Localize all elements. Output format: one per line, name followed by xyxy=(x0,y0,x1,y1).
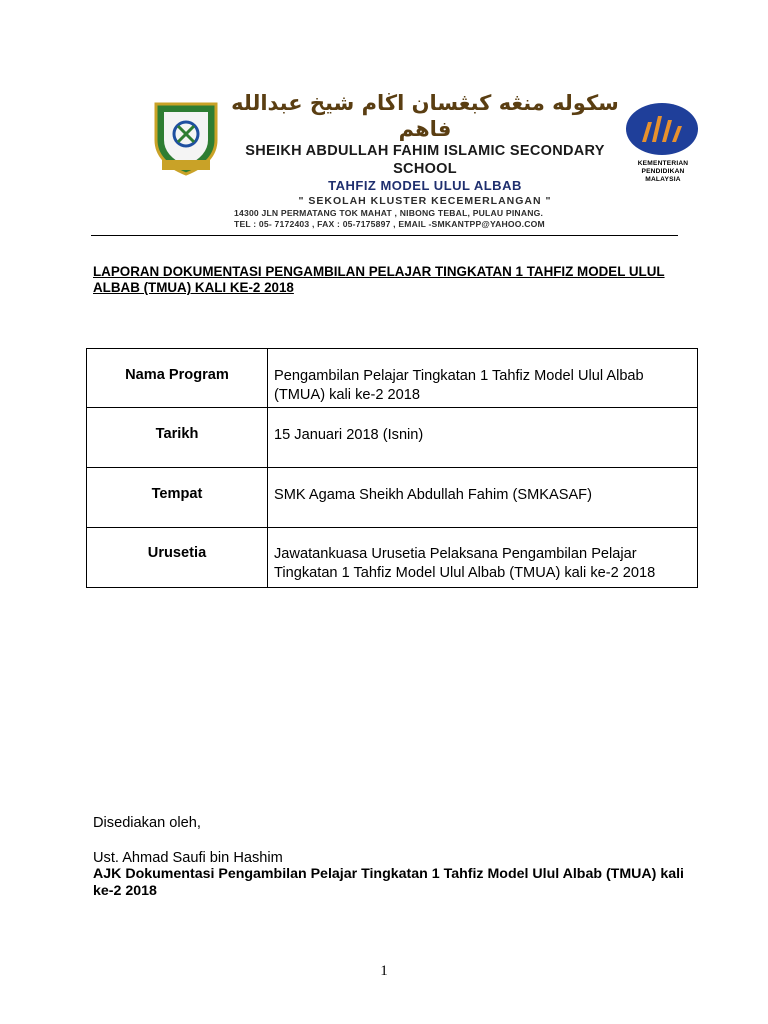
report-title: LAPORAN DOKUMENTASI PENGAMBILAN PELAJAR TINGKATAN 1 TAHFIZ MODEL ULUL ALBAB (TMUA) KALI KE-2 2018 xyxy=(93,264,665,295)
school-name: SHEIKH ABDULLAH FAHIM ISLAMIC SECONDARY SCHOOL xyxy=(245,143,605,177)
table-row xyxy=(87,468,698,528)
ministry-emblem-icon xyxy=(622,102,702,158)
preparer-role: AJK Dokumentasi Pengambilan Pelajar Tingkatan 1 Tahfiz Model Ulul Albab (TMUA) kali ke-2 2018 xyxy=(93,866,684,899)
preparer-name: Ust. Ahmad Saufi bin Hashim xyxy=(93,850,283,866)
table-row xyxy=(87,349,698,408)
page-number: 1 xyxy=(380,963,388,979)
school-name-arabic: سکوله منڠه کبڠسان اڬام شيخ عبدالله فاهم xyxy=(231,91,619,141)
row-label: Nama Program xyxy=(87,349,268,408)
school-address: 14300 JLN PERMATANG TOK MAHAT , NIBONG TEBAL, PULAU PINANG. xyxy=(234,208,544,218)
school-crest-icon xyxy=(150,100,222,176)
prepared-by-label: Disediakan oleh, xyxy=(93,815,201,831)
row-label: Tarikh xyxy=(87,408,268,468)
table-row xyxy=(87,408,698,468)
row-value: Jawatankuasa Urusetia Pelaksana Pengambilan Pelajar Tingkatan 1 Tahfiz Model Ulul Albab (TMUA) kali ke-2 2018 xyxy=(268,528,698,588)
ministry-name: KEMENTERIAN PENDIDIKAN MALAYSIA xyxy=(637,160,689,183)
program-name: TAHFIZ MODEL ULUL ALBAB xyxy=(328,178,522,193)
row-value: Pengambilan Pelajar Tingkatan 1 Tahfiz Model Ulul Albab (TMUA) kali ke-2 2018 xyxy=(268,349,698,408)
row-value: SMK Agama Sheikh Abdullah Fahim (SMKASAF) xyxy=(268,468,698,528)
ministry-logo xyxy=(622,102,702,187)
letterhead-text xyxy=(230,90,620,230)
letterhead xyxy=(150,90,710,229)
school-contact: TEL : 05- 7172403 , FAX : 05-7175897 , EMAIL -SMKANTPP@YAHOO.COM xyxy=(234,219,545,229)
row-label: Urusetia xyxy=(87,528,268,588)
header-divider xyxy=(91,235,678,236)
row-label: Tempat xyxy=(87,468,268,528)
table-row xyxy=(87,528,698,588)
cluster-motto: " SEKOLAH KLUSTER KECEMERLANGAN " xyxy=(298,195,552,207)
row-value: 15 Januari 2018 (Isnin) xyxy=(268,408,698,468)
program-details-table xyxy=(86,348,698,588)
